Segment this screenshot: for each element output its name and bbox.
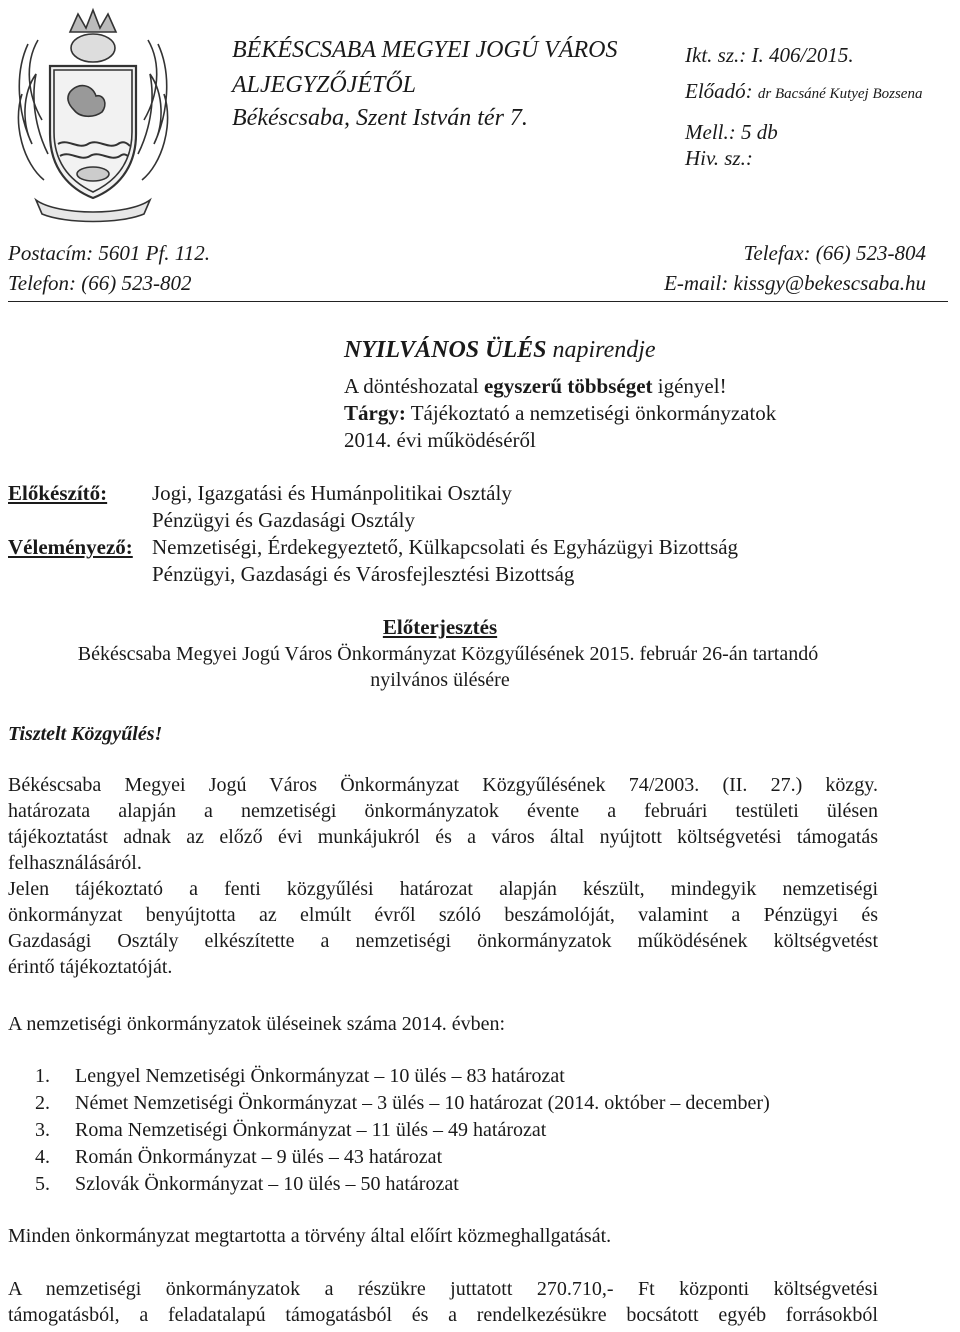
reference-id: Hiv. sz.: <box>685 146 753 170</box>
meetings-intro: A nemzetiségi önkormányzatok üléseinek száma 2014. évben: <box>8 1013 506 1035</box>
subject: Tárgy: Tájékoztató a nemzetiségi önkormányzatok <box>344 401 777 425</box>
attachments: Mell.: 5 db <box>685 120 778 144</box>
org-address: Békéscsaba, Szent István tér 7. <box>232 105 528 131</box>
agenda-title-rest: napirendje <box>546 337 656 363</box>
org-subtitle: ALJEGYZŐJÉTŐL <box>232 72 417 98</box>
reviewer-1: Nemzetiségi, Érdekegyeztető, Külkapcsolati és Egyházügyi Bizottság <box>152 535 739 559</box>
paragraph-1: Békéscsaba Megyei Jogú Város Önkormányzat Közgyűlésének 74/2003. (II. 27.) közgy. határozata alapján a nemzetiségi önkormányzatok évente a februári testületi ülésen tájékoztatást adnak az előző évi munkájukról és a város által nyújtott költségvetési támogatás felhasználásáról. <box>8 774 878 874</box>
presenter <box>685 78 922 107</box>
list-item: 5. Szlovák Önkormányzat – 10 ülés – 50 határozat <box>35 1173 459 1195</box>
list-item: 4. Román Önkormányzat – 9 ülés – 43 határozat <box>35 1146 443 1168</box>
paragraph-4: A nemzetiségi önkormányzatok a részükre juttatott 270.710,- Ft központi költségvetési támogatásból, a feladatalapú támogatásból és a rendelkezésükre bocsátott egyéb forrásokból <box>8 1278 878 1326</box>
presenter-label: Előadó: <box>685 79 753 103</box>
salutation: Tisztelt Közgyűlés! <box>8 723 163 745</box>
agenda-title-bold: NYILVÁNOS ÜLÉS <box>344 337 547 363</box>
list-item: 3. Roma Nemzetiségi Önkormányzat – 11 ülés – 49 határozat <box>35 1119 547 1141</box>
preparer-label: Előkészítő: <box>8 481 108 505</box>
proposal-line1: Békéscsaba Megyei Jogú Város Önkormányzat Közgyűlésének 2015. február 26-án tartandó <box>77 643 819 665</box>
header-divider <box>8 301 948 302</box>
fax: Telefax: (66) 523-804 <box>743 241 926 265</box>
presenter-name: dr Bacsáné Kutyej Bozsena <box>757 86 923 102</box>
subject-label: Tárgy: <box>344 401 406 425</box>
phone: Telefon: (66) 523-802 <box>8 271 192 295</box>
list-item: 1. Lengyel Nemzetiségi Önkormányzat – 10 ülés – 83 határozat <box>35 1065 565 1087</box>
paragraph-3: Minden önkormányzat megtartotta a törvény által előírt közmeghallgatását. <box>8 1225 612 1247</box>
preparer-2: Pénzügyi és Gazdasági Osztály <box>152 508 416 532</box>
org-name: BÉKÉSCSABA MEGYEI JOGÚ VÁROS <box>232 37 618 63</box>
coat-of-arms-icon <box>8 4 178 226</box>
reference-number: Ikt. sz.: I. 406/2015. <box>685 43 854 67</box>
subject-continued: 2014. évi működéséről <box>344 428 536 452</box>
list-item: 2. Német Nemzetiségi Önkormányzat – 3 ülés – 10 határozat (2014. október – december) <box>35 1092 770 1114</box>
reviewer-2: Pénzügyi, Gazdasági és Városfejlesztési Bizottság <box>152 562 575 586</box>
majority-note: A döntéshozatal egyszerű többséget igényel! <box>344 374 727 398</box>
reviewer-label: Véleményező: <box>8 535 133 559</box>
meetings-list <box>35 1063 915 1198</box>
paragraph-2: Jelen tájékoztató a fenti közgyűlési határozat alapján készült, mindegyik nemzetiségi önkormányzat benyújtotta az elmúlt évről szóló beszámolóját, valamint a Pénzügyi és Gazdasági Osztály elkészítette a nemzetiségi önkormányzatok működésének költségvetést érintő tájékoztatóját. <box>8 878 878 978</box>
proposal-title: Előterjesztés <box>382 615 498 639</box>
preparer-1: Jogi, Igazgatási és Humánpolitikai Osztály <box>152 481 512 505</box>
email: E-mail: kissgy@bekescsaba.hu <box>664 271 926 295</box>
postal-address: Postacím: 5601 Pf. 112. <box>8 241 211 265</box>
proposal-line2: nyilvános ülésére <box>370 669 510 691</box>
agenda-title <box>344 336 656 364</box>
